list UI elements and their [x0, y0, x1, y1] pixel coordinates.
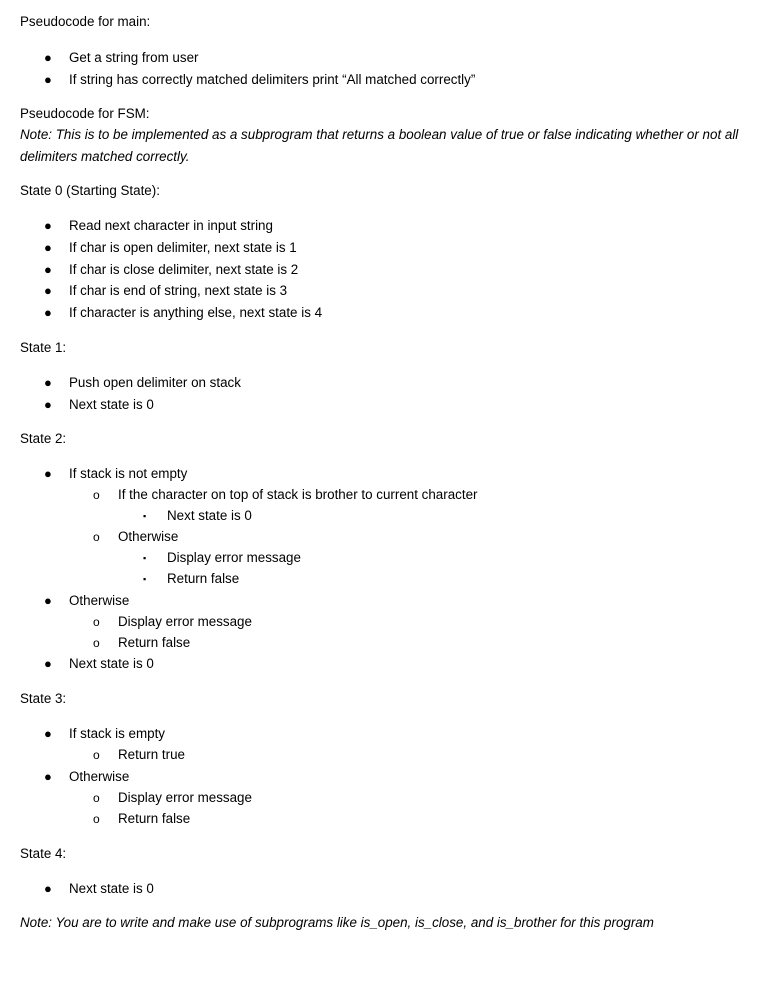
fsm-note: Note: This is to be implemented as a subprogram that returns a boolean value of true or false indicating whether or not all delimiters matched correctly.: [20, 127, 739, 164]
state0-item: If char is open delimiter, next state is 1: [69, 240, 297, 255]
circle-bullet-icon: o: [93, 615, 100, 629]
state0-heading: State 0 (Starting State):: [20, 183, 160, 198]
state0-item: If char is end of string, next state is 3: [69, 283, 288, 298]
square-bullet-icon: ▪: [143, 553, 147, 563]
bullet-icon: ●: [44, 375, 52, 390]
state3-subitem: Display error message: [118, 790, 252, 805]
bullet-icon: ●: [44, 72, 52, 87]
bullet-icon: ●: [44, 50, 52, 65]
state2-subsubitem: Return false: [167, 571, 240, 586]
state4-heading: State 4:: [20, 846, 67, 861]
state2-heading: State 2:: [20, 431, 67, 446]
state2-subsubitem: Next state is 0: [167, 508, 252, 523]
circle-bullet-icon: o: [93, 636, 100, 650]
bullet-icon: ●: [44, 726, 52, 741]
bullet-icon: ●: [44, 240, 52, 255]
bullet-icon: ●: [44, 881, 52, 896]
state3-subitem: Return false: [118, 811, 191, 826]
square-bullet-icon: ▪: [143, 511, 147, 521]
circle-bullet-icon: o: [93, 488, 100, 502]
state3-heading: State 3:: [20, 691, 67, 706]
state3-subitem: Return true: [118, 747, 185, 762]
circle-bullet-icon: o: [93, 812, 100, 826]
circle-bullet-icon: o: [93, 791, 100, 805]
square-bullet-icon: ▪: [143, 574, 147, 584]
circle-bullet-icon: o: [93, 530, 100, 544]
state2-item: Next state is 0: [69, 656, 154, 671]
state2-subitem: If the character on top of stack is brother to current character: [118, 487, 478, 502]
state2-subitem: Otherwise: [118, 529, 179, 544]
fsm-heading: Pseudocode for FSM:: [20, 106, 150, 121]
state2-item: If stack is not empty: [69, 466, 188, 481]
final-note: Note: You are to write and make use of subprograms like is_open, is_close, and is_brother for this program: [20, 915, 654, 930]
main-heading: Pseudocode for main:: [20, 14, 151, 29]
state2-item: Otherwise: [69, 593, 130, 608]
state3-item: If stack is empty: [69, 726, 165, 741]
state2-subitem: Display error message: [118, 614, 252, 629]
bullet-icon: ●: [44, 305, 52, 320]
bullet-icon: ●: [44, 466, 52, 481]
state1-item: Next state is 0: [69, 397, 154, 412]
state1-heading: State 1:: [20, 340, 67, 355]
state2-subsubitem: Display error message: [167, 550, 301, 565]
main-item: If string has correctly matched delimiters print “All matched correctly”: [69, 72, 476, 87]
circle-bullet-icon: o: [93, 748, 100, 762]
bullet-icon: ●: [44, 262, 52, 277]
bullet-icon: ●: [44, 656, 52, 671]
bullet-icon: ●: [44, 397, 52, 412]
bullet-icon: ●: [44, 218, 52, 233]
state0-item: If character is anything else, next state is 4: [69, 305, 323, 320]
state2-subitem: Return false: [118, 635, 191, 650]
state0-item: Read next character in input string: [69, 218, 273, 233]
state3-item: Otherwise: [69, 769, 130, 784]
main-item: Get a string from user: [69, 50, 199, 65]
bullet-icon: ●: [44, 283, 52, 298]
bullet-icon: ●: [44, 593, 52, 608]
state1-item: Push open delimiter on stack: [69, 375, 241, 390]
state0-item: If char is close delimiter, next state is 2: [69, 262, 299, 277]
state4-item: Next state is 0: [69, 881, 154, 896]
bullet-icon: ●: [44, 769, 52, 784]
